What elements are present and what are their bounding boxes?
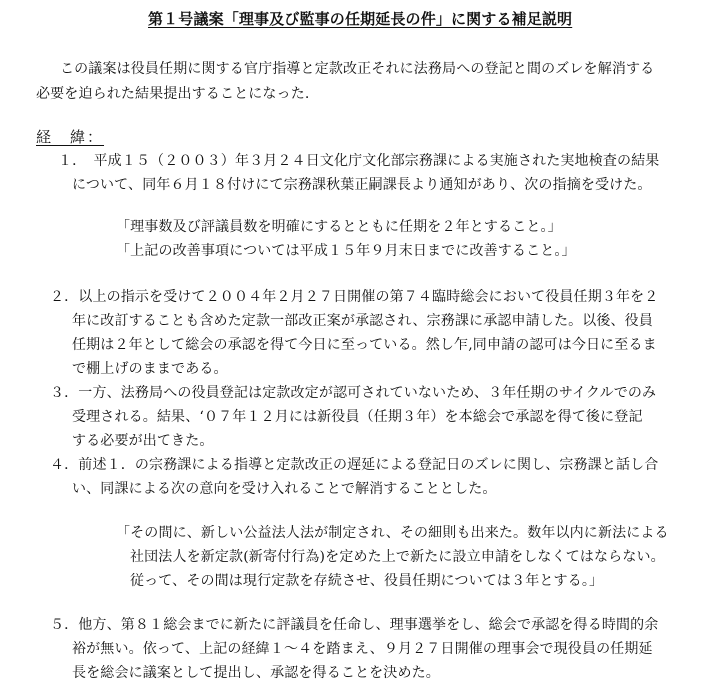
item-1-line: について、同年６月１８付けにて宗務課秋葉正嗣課長より通知があり、次の指摘を受けた。 <box>72 177 652 193</box>
item-5-line: 裕が無い。依って、上記の経緯１～４を踏まえ、９月２７日開催の理事会で現役員の任期延 <box>72 641 653 657</box>
item-3-line: ３．一方、法務局への役員登記は定款改定が認可されていないため、３年任期のサイクルでのみ <box>50 385 657 401</box>
item-2-line: 任期は２年として総会の承認を得て今日に至っている。然し乍,同申請の認可は今日に至るま <box>72 337 657 353</box>
item-2-line: で棚上げのままである。 <box>72 361 228 377</box>
item-4-line: ４．前述１．の宗務課による指導と定款改正の遅延による登記日のズレに関し、宗務課と話し合 <box>50 457 659 473</box>
item-2-line: 年に改訂することも含めた定款一部改正案が承認され、宗務課に承認申請した。以後、役員 <box>72 313 653 329</box>
item-3-line: 受理される。結果、‘０７年１２月には新役員（任期３年）を本総会で承認を得て後に登記 <box>72 409 643 425</box>
item-4-quote-line: 従って、その間は現行定款を存続させ、役員任期については３年とする。」 <box>130 573 604 589</box>
intro-line: この議案は役員任期に関する官庁指導と定款改正それに法務局への登記と間のズレを解消する <box>60 61 655 77</box>
item-4-quote-line: 「その間に、新しい公益法人法が制定され、その細則も出来た。数年以内に新法による <box>116 525 669 541</box>
item-3-line: する必要が出てきた。 <box>72 433 214 449</box>
item-4-quote-line: 社団法人を新定款(新寄付行為)を定めた上で新たに設立申請をしなくてはならない。 <box>130 549 665 565</box>
item-1-line: １． 平成１５（２００３）年３月２４日文化庁文化部宗務課による実施された実地検査の結果 <box>58 153 660 169</box>
intro-line: 必要を迫られた結果提出することになった. <box>36 86 310 102</box>
item-5-line: 長を総会に議案として提出し、承認を得ることを決めた。 <box>72 665 440 681</box>
section-heading: 経 緯： <box>36 128 105 146</box>
item-1-quote-line: 「理事数及び評議員数を明確にするとともに任期を２年とすること。」 <box>116 219 562 235</box>
document-title: 第１号議案「理事及び監事の任期延長の件」に関する補足説明 <box>148 10 573 28</box>
item-4-line: い、同課による次の意向を受け入れることで解消することとした。 <box>72 481 497 497</box>
item-2-line: ２．以上の指示を受けて２００４年２月２７日開催の第７４臨時総会において役員任期３年を２ <box>50 289 659 305</box>
item-5-line: ５．他方、第８１総会までに新たに評議員を任命し、理事選挙をし、総会で承認を得る時間的余 <box>50 617 659 633</box>
item-1-quote-line: 「上記の改善事項については平成１５年９月末日までに改善すること。」 <box>116 243 576 259</box>
